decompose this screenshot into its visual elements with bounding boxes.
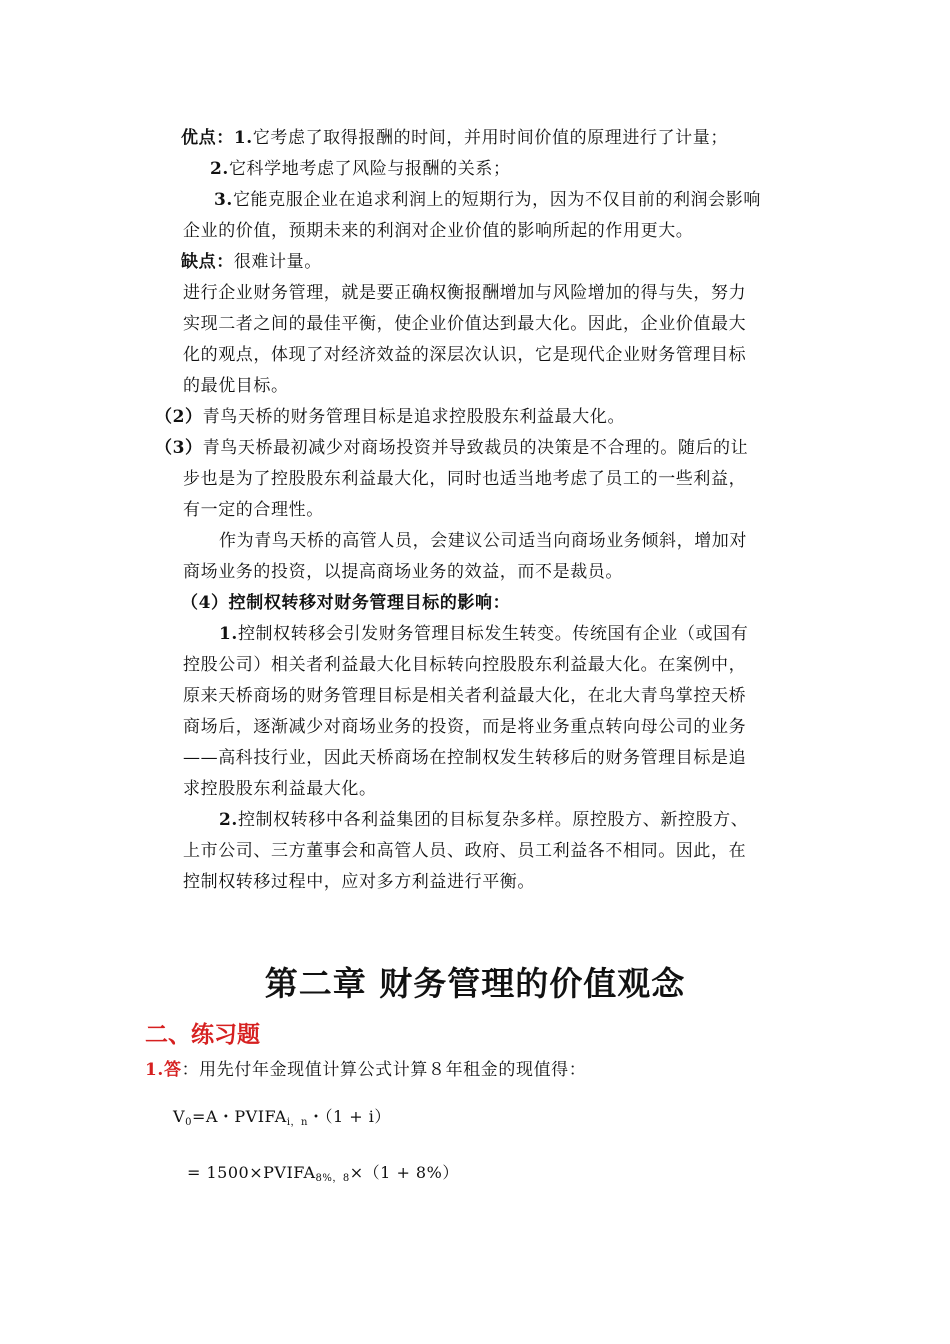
paragraph-line: 有一定的合理性。: [183, 500, 324, 520]
formula-rest: ×（1 + 8%）: [349, 1163, 459, 1182]
paragraph-line: 控股公司）相关者利益最大化目标转向控股股东利益最大化。在案例中，: [183, 655, 747, 675]
item-number: 1.: [233, 128, 253, 148]
formula-subscript: i，n: [286, 1117, 308, 1128]
line-text: 它能克服企业在追求利润上的短期行为，因为不仅目前的利润会影响: [232, 190, 761, 210]
paragraph-line: 控制权转移过程中，应对多方利益进行平衡。: [183, 872, 535, 892]
disadvantage-line: [181, 250, 322, 274]
paragraph-line: 化的观点，体现了对经济效益的深层次认识，它是现代企业财务管理目标: [183, 345, 747, 365]
question-3-line: [155, 436, 748, 460]
point-2-line: [219, 808, 748, 832]
question-4-heading: （4）控制权转移对财务管理目标的影响：: [181, 593, 511, 613]
question-number: （3）: [155, 438, 203, 458]
formula-subscript: 8%，8: [315, 1173, 350, 1184]
paragraph-line: 实现二者之间的最佳平衡，使企业价值达到最大化。因此，企业价值最大: [183, 314, 747, 334]
advantage-line-3: [214, 188, 761, 212]
line-text: 控制权转移中各利益集团的目标复杂多样。原控股方、新控股方、: [237, 810, 749, 830]
line-text: 它科学地考虑了风险与报酬的关系；: [228, 159, 511, 179]
formula-substitution: [187, 1160, 459, 1184]
advantage-line-1: [181, 126, 728, 150]
chapter-title: 第二章 财务管理的价值观念: [264, 964, 686, 1003]
formula-lhs-subscript: 0: [185, 1117, 192, 1128]
item-number: 2.: [210, 159, 229, 179]
disadvantage-label: 缺点：: [181, 252, 234, 272]
answer-text: 用先付年金现值计算公式计算８年租金的现值得：: [199, 1060, 587, 1080]
paragraph-line: 的最优目标。: [183, 376, 289, 396]
paragraph-line: 作为青鸟天桥的高管人员，会建议公司适当向商场业务倾斜，增加对: [219, 531, 747, 551]
line-text: 控制权转移会引发财务管理目标发生转变。传统国有企业（或国有: [237, 624, 749, 644]
line-text: 青鸟天桥的财务管理目标是追求控股股东利益最大化。: [202, 407, 626, 427]
question-2-line: [155, 405, 625, 429]
question-number: （2）: [155, 407, 203, 427]
paragraph-line: 企业的价值，预期未来的利润对企业价值的影响所起的作用更大。: [183, 221, 694, 241]
advantage-line-2: [210, 157, 511, 181]
formula-lhs: V: [173, 1107, 186, 1126]
answer-separator: ：: [181, 1060, 200, 1080]
line-text: 它考虑了取得报酬的时间，并用时间价值的原理进行了计量；: [252, 128, 728, 148]
paragraph-line: 步也是为了控股股东利益最大化，同时也适当地考虑了员工的一些利益，: [183, 469, 747, 489]
section-title: 二、练习题: [145, 1022, 260, 1048]
formula-pre: = 1500×PVIFA: [187, 1163, 316, 1182]
formula-present-value: [173, 1104, 391, 1128]
paragraph-line: 求控股股东利益最大化。: [183, 779, 377, 799]
answer-label: 1.答: [145, 1060, 182, 1080]
item-number: 2.: [219, 810, 238, 830]
paragraph-line: 进行企业财务管理，就是要正确权衡报酬增加与风险增加的得与失，努力: [183, 283, 747, 303]
paragraph-line: 原来天桥商场的财务管理目标是相关者利益最大化，在北大青鸟掌控天桥: [183, 686, 747, 706]
paragraph-line: 上市公司、三方董事会和高管人员、政府、员工利益各不相同。因此，在: [183, 841, 747, 861]
point-1-line: [219, 622, 748, 646]
line-text: 很难计量。: [233, 252, 322, 272]
answer-line: [145, 1058, 586, 1082]
item-number: 1.: [219, 624, 238, 644]
paragraph-line: ——高科技行业，因此天桥商场在控制权发生转移后的财务管理目标是追: [183, 748, 747, 768]
paragraph-line: 商场业务的投资，以提高商场业务的效益，而不是裁员。: [183, 562, 623, 582]
advantage-label: 优点：: [181, 128, 234, 148]
formula-eq: =A・PVIFA: [191, 1107, 287, 1126]
item-number: 3.: [214, 190, 233, 210]
formula-rest: ・（1 + i）: [307, 1107, 391, 1126]
paragraph-line: 商场后，逐渐减少对商场业务的投资，而是将业务重点转向母公司的业务: [183, 717, 747, 737]
line-text: 青鸟天桥最初减少对商场投资并导致裁员的决策是不合理的。随后的让: [202, 438, 749, 458]
